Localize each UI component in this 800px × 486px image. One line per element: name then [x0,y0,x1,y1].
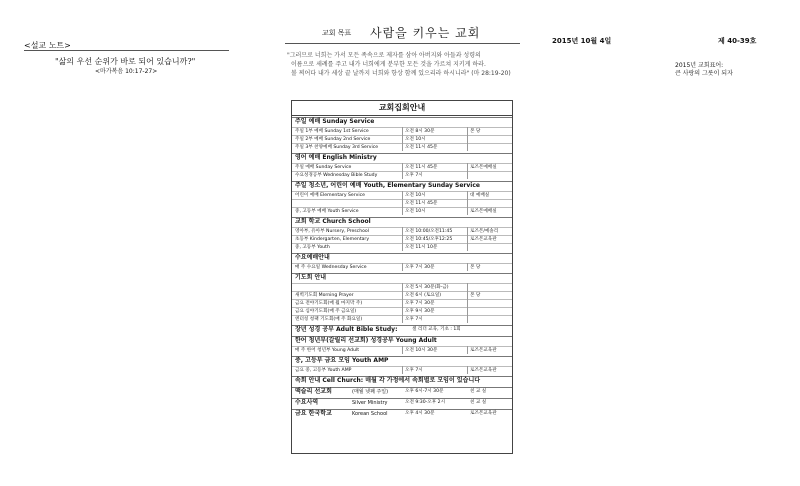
sermon-reference: <마가복음 10:17-27> [95,68,158,75]
row-time: 오전 10시 [405,193,426,198]
row-time: 오전 10:45/오후12:25 [405,237,453,242]
column-divider [467,346,468,354]
section-heading: 수요예배안내 [295,254,330,261]
section-heading: 한어 청년부(갈릴리 선교회) 성경공부 Young Adult [295,337,437,344]
row-name: 새벽기도회 Morning Prayer [295,293,354,298]
row-time: 오전 11시 45분 [405,201,438,206]
column-divider [402,191,403,215]
column-divider [402,127,403,151]
row-name: 금요 중, 고등부 Youth AMP [295,368,352,373]
tail-sub: (매월 넷째 주일) [352,389,389,395]
tail-place: 친 교 실 [470,389,487,394]
row-time: 오전 5시 30분(화-금) [405,285,449,290]
column-divider [467,127,468,151]
tail-place: 친 교 실 [470,400,487,405]
column-divider [467,366,468,374]
row-place: 로즈몬교육관 [470,348,497,353]
tail-heading: 수요사역 [295,399,319,406]
row-time: 오전 10시 30분 [405,348,438,353]
row-time: 오전 8시 30분 [405,129,435,134]
row-name: 매 주 한어 청년부 Young Adult [295,348,360,353]
column-divider [402,283,403,323]
section-heading: 중, 고등부 금요 모임 Youth AMP [295,357,389,364]
mission-quote-line2: 이름으로 세례를 주고 내가 너희에게 분부한 모든 것을 가르쳐 지키게 하라. [291,61,486,68]
row-name: 영아부, 유아부 Nursery, Preschool [295,229,370,234]
section-heading: 교회 학교 Church School [295,218,371,225]
section-heading: 주일 청소년, 어린이 예배 Youth, Elementary Sunday Service [295,182,480,189]
row-time: 오후 7시 30분 [405,265,435,270]
row-name: 수요성경공부 Wednesday Bible Study [295,173,378,178]
row-name: 주일 예배 Sunday Service [295,165,352,170]
row-name: 어린이 예배 Elementary Service [295,193,365,198]
row-place: 대 예배실 [470,193,490,198]
tail-time: 오후 6시-7시 30분 [405,389,444,394]
column-divider [467,263,468,271]
row-name: 주일 1부 예배 Sunday 1st Service [295,129,369,134]
row-time: 오전 6시 (토요일) [405,293,442,298]
row-name: 금요 전야기도회(매 월 마지막 주) [295,301,363,306]
row-time: 오전 10:00/오전11:45 [405,229,453,234]
bulletin-issue: 제 40-39호 [718,37,757,45]
sermon-title: "삶의 우선 순위가 바로 되어 있습니까?" [55,57,196,66]
row-place: 로즈몬/예솔리 [470,229,499,234]
row-time: 오후 9시 30분 [405,309,435,314]
bulletin-date: 2015년 10월 4일 [552,37,612,45]
row-time: 오전 11시 45분 [405,145,438,150]
row-place: 로즈몬예배실 [470,165,497,170]
row-name: 중, 고등부 예배 Youth Service [295,209,359,214]
row-place: 본 당 [470,265,481,270]
column-divider [467,227,468,251]
adult-study-heading: 장년 성경 공부 Adult Bible Study: [295,326,398,333]
row-name: 초등부 Kindergarten, Elementary [295,237,370,242]
service-schedule-table [291,100,513,454]
tail-heading: 금요 한국학교 [295,410,332,417]
row-time: 오전 11시 10분 [405,245,438,250]
row-time: 오후 7시 [405,317,423,322]
church-goal-label: 교회 목표 [322,29,352,37]
column-divider [402,346,403,354]
row-place: 로즈몬예배실 [470,209,497,214]
schedule-title: 교회집회안내 [292,101,512,116]
church-goal-title: 사람을 키우는 교회 [370,26,481,40]
column-divider [402,263,403,271]
row-place: 로즈몬교육관 [470,237,497,242]
row-time: 오전 11시 45분 [405,165,438,170]
row-time: 오전 10시 [405,137,426,142]
tail-sub: Silver Ministry [352,400,388,406]
adult-study-note: 셀 리더 교육, 기초 : 1회 [412,327,461,332]
column-divider [402,227,403,251]
section-heading: 기도회 안내 [295,274,327,281]
row-name: 중, 고등부 Youth [295,245,330,250]
tail-time: 오전 9:30-오후 2시 [405,400,446,405]
cell-church-info: 속회 안내 Cell Church: 매월 각 가정에서 속회별로 모임이 있습니다 [295,377,481,384]
row-place: 본 당 [470,293,481,298]
row-name: 주일 3부 찬양예배 Sunday 3rd Service [295,145,379,150]
row-time: 오후 7시 30분 [405,301,435,306]
sermon-note-divider [24,50,229,51]
row-place: 로즈몬교육관 [470,368,497,373]
motto-label: 2015년 교회표어: [675,62,724,69]
mission-quote-line3: 볼 찌어다 내가 세상 끝 날까지 너희와 항상 함께 있으리라 하시니라" (마 28:19-20) [291,70,511,77]
sermon-note-tag: <설교 노트> [24,41,71,50]
section-heading: 주일 예배 Sunday Service [295,118,375,125]
row-time: 오전 10시 [405,209,426,214]
column-divider [402,163,403,179]
row-time: 오후 7시 [405,368,423,373]
row-place: 본 당 [470,129,481,134]
row-time: 오후 7시 [405,173,423,178]
tail-place: 로즈몬교육관 [470,411,497,416]
column-divider [467,191,468,215]
row-name: 금요 심야기도회(매 주 금요일) [295,309,357,314]
row-name: 엔터칭 청팩 기도회(매 주 화요일) [295,317,363,322]
row-name: 매 주 수요일 Wednesday Service [295,265,367,270]
column-divider [467,163,468,179]
column-divider [402,366,403,374]
tail-sub: Korean School [352,411,388,417]
mission-quote-line1: "그러므로 너희는 가서 모든 족속으로 제자를 삼아 아버지와 아들과 성령의 [287,52,481,59]
row-name: 주일 2부 예배 Sunday 2nd Service [295,137,371,142]
motto-text: 큰 사랑의 그릇이 되자 [675,70,733,77]
tail-heading: 맥슬리 선교회 [295,388,332,395]
header-divider [285,43,520,44]
section-heading: 영어 예배 English Ministry [295,154,377,161]
tail-time: 오후 4시 30분 [405,411,435,416]
column-divider [467,283,468,323]
